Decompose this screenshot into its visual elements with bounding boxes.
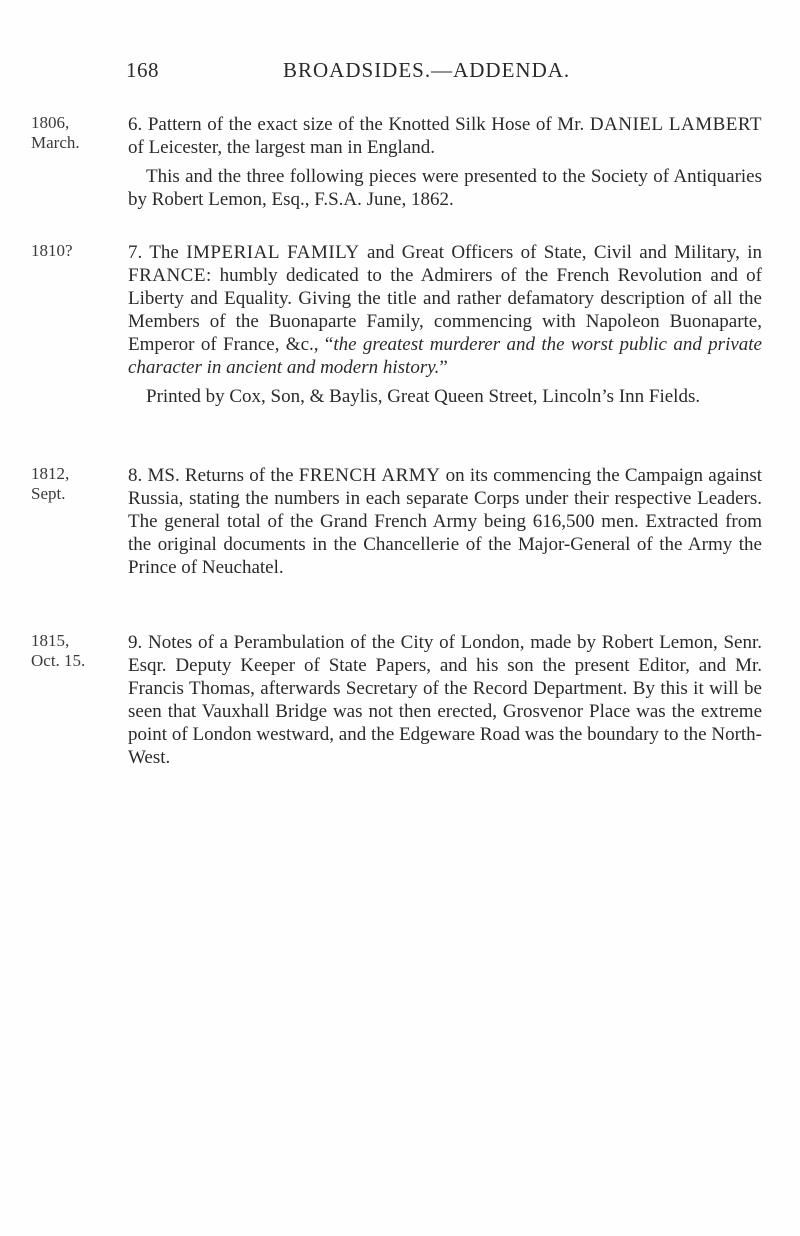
entry-number: 6. xyxy=(128,114,143,135)
entry-date: 1810? xyxy=(31,241,73,260)
entry-date: 1815, Oct. 15. xyxy=(31,631,86,670)
entry-text: 6. Pattern of the exact size of the Knotted Silk Hose of Mr. DANIEL LAMBERT of Leicester, the largest man in England. This and the three following pieces were presented to the Society of Antiquaries by Robert Lemon, Esq., F.S.A. June, 1862. xyxy=(128,114,763,210)
entry-text: 9. Notes of a Perambulation of the City of London, made by Robert Lemon, Senr. Esqr. Deputy Keeper of State Papers, and his son the present Editor, and Mr. Francis Thomas, afterwards Secretary of the Record Department. By this it will be seen that Vauxhall Bridge was not then erected, Grosvenor Place was the extreme point of London westward, and the Edgeware Road was the boundary to the North-West. xyxy=(128,632,762,768)
entry-number: 9. xyxy=(128,632,143,653)
page-header xyxy=(0,58,800,92)
running-head: BROADSIDES.—ADDENDA. xyxy=(283,58,571,82)
entry-text: 8. MS. Returns of the FRENCH ARMY on its commencing the Campaign against Russia, stating the numbers in each separate Corps under their respective Leaders. The general total of the Grand French Army being 616,500 men. Extracted from the original documents in the Chancellerie of the Major-General of the Army the Prince of Neuchatel. xyxy=(128,465,763,578)
entry-text: 7. The IMPERIAL FAMILY and Great Officers of State, Civil and Military, in FRANCE: humbly dedicated to the Admirers of the French Revolution and of Liberty and Equality. Giving the title and rather defamatory description of all the Members of the Buonaparte Family, commencing with Napoleon Buonaparte, Emperor of France, &c., “the greatest murderer and the worst public and private character in ancient and modern history.” Printed by Cox, Son, & Baylis, Great Queen Street, Lincoln’s Inn Fields. xyxy=(128,242,763,407)
entry-date: 1812, Sept. xyxy=(31,464,70,503)
provenance-note: This and the three following pieces were presented to the Society of Antiquaries by Robert Lemon, Esq., F.S.A. June, 1862. xyxy=(128,166,762,210)
quoted-text: the greatest murderer and the worst public and private character in ancient and modern history. xyxy=(128,334,762,378)
entry-number: 7. xyxy=(128,242,143,263)
printer-note: Printed by Cox, Son, & Baylis, Great Queen Street, Lincoln’s Inn Fields. xyxy=(146,386,701,407)
page-number: 168 xyxy=(126,58,159,82)
entry-number: 8. xyxy=(128,465,143,486)
name-caps: DANIEL LAMBERT xyxy=(589,114,763,135)
entry-date: 1806, March. xyxy=(31,113,80,152)
